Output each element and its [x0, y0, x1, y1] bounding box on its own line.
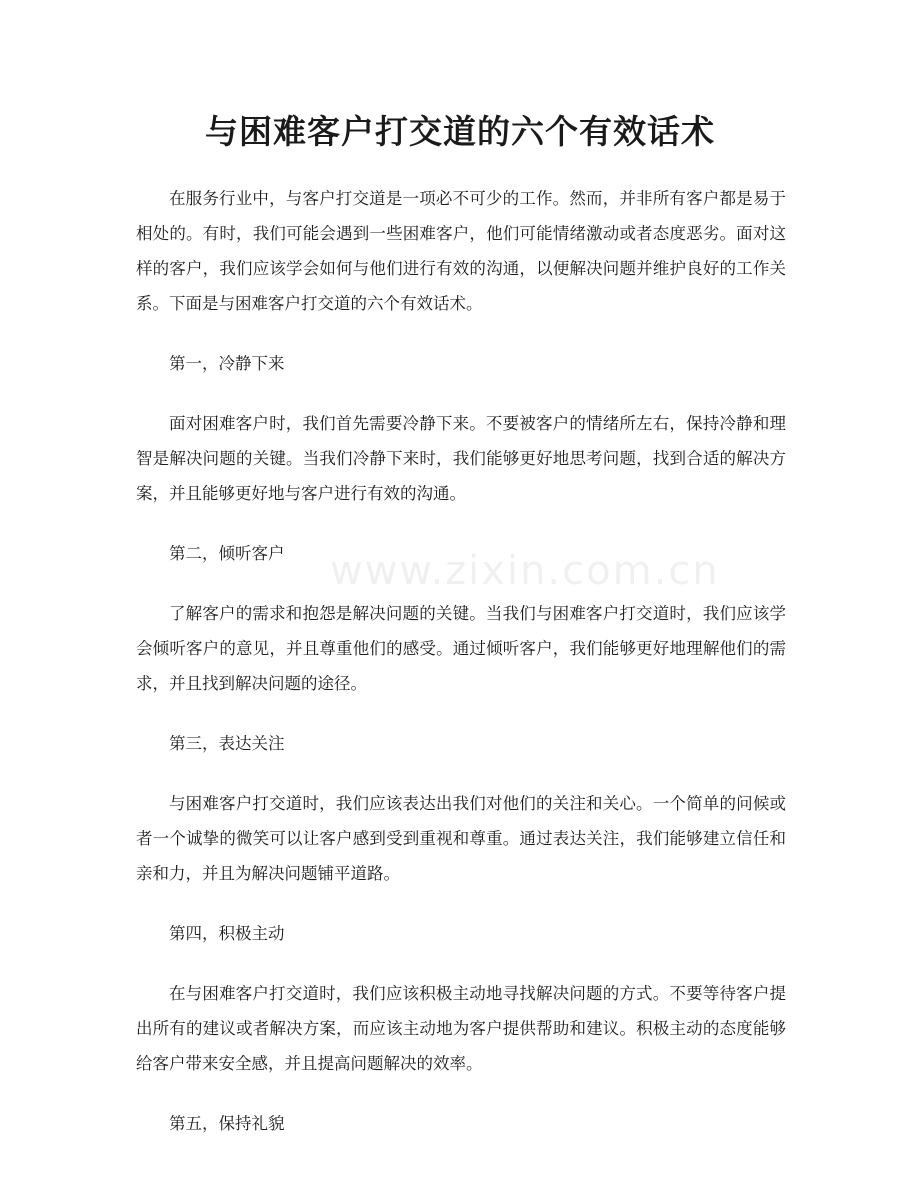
- section-body-2: 了解客户的需求和抱怨是解决问题的关键。当我们与困难客户打交道时，我们应该学会倾听客户的意见，并且尊重他们的感受。通过倾听客户，我们能够更好地理解他们的需求，并且找到解决问题的途径。: [136, 604, 786, 693]
- section-heading-4: 第四，积极主动: [169, 924, 285, 943]
- document-body: [136, 181, 786, 1166]
- section-heading-3: 第三，表达关注: [169, 734, 285, 753]
- intro-paragraph: 在服务行业中，与客户打交道是一项必不可少的工作。然而，并非所有客户都是易于相处的。有时，我们可能会遇到一些困难客户，他们可能情绪激动或者态度恶劣。面对这样的客户，我们应该学会如何与他们进行有效的沟通，以便解决问题并维护良好的工作关系。下面是与困难客户打交道的六个有效话术。: [136, 189, 786, 313]
- section-body-1: 面对困难客户时，我们首先需要冷静下来。不要被客户的情绪所左右，保持冷静和理智是解决问题的关键。当我们冷静下来时，我们能够更好地思考问题，找到合适的解决方案，并且能够更好地与客户进行有效的沟通。: [136, 414, 786, 503]
- page-title: 与困难客户打交道的六个有效话术: [205, 112, 715, 151]
- watermark-text: www.zixin.com.cn: [330, 548, 720, 594]
- section-body-3: 与困难客户打交道时，我们应该表达出我们对他们的关注和关心。一个简单的问候或者一个诚挚的微笑可以让客户感到受到重视和尊重。通过表达关注，我们能够建立信任和亲和力，并且为解决问题铺平道路。: [136, 794, 786, 883]
- section-heading-5: 第五，保持礼貌: [169, 1114, 285, 1133]
- section-body-4: 在与困难客户打交道时，我们应该积极主动地寻找解决问题的方式。不要等待客户提出所有的建议或者解决方案，而应该主动地为客户提供帮助和建议。积极主动的态度能够给客户带来安全感，并且提高问题解决的效率。: [136, 984, 786, 1073]
- section-heading-2: 第二，倾听客户: [169, 544, 285, 563]
- section-heading-1: 第一，冷静下来: [169, 354, 285, 373]
